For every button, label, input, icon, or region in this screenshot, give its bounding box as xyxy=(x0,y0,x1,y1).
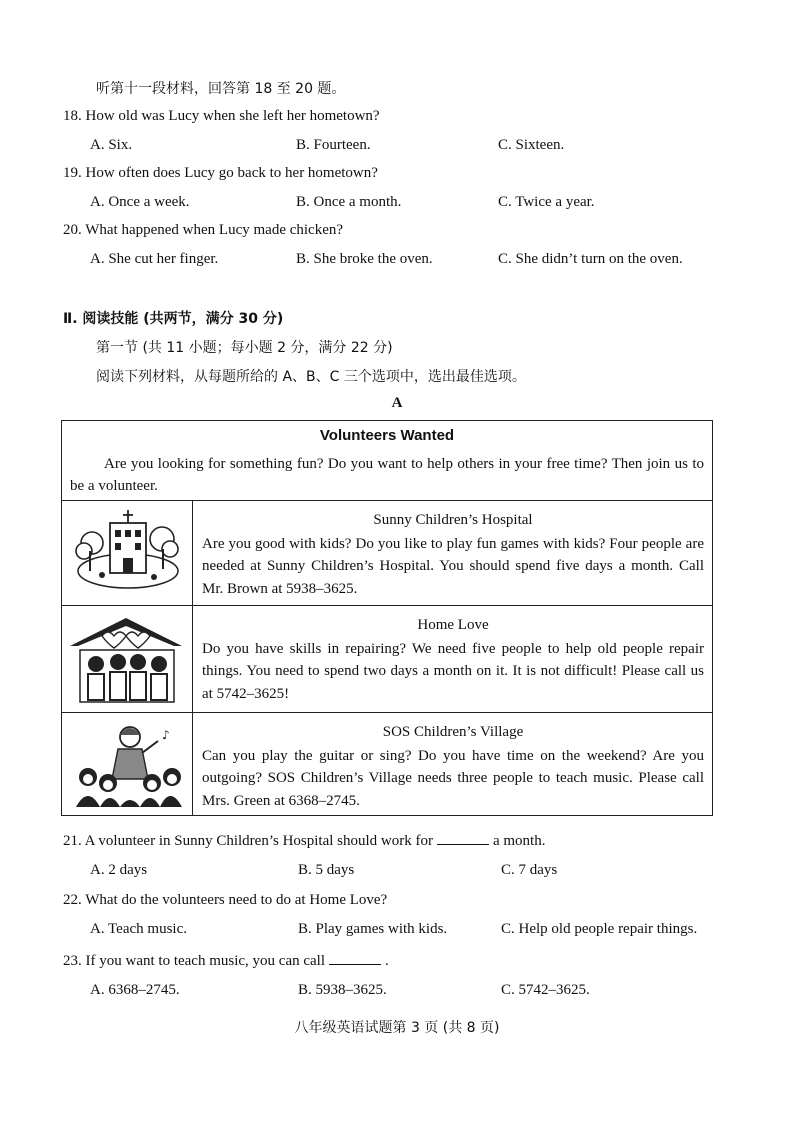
listening-instruction: 听第十一段材料，回答第 18 至 20 题。 xyxy=(96,81,346,97)
home-love-description: Do you have skills in repairing? We need five people to help old people repair things. You need to spend two days a month on it. It is not difficult! Please call us at 5742–3625! xyxy=(202,640,704,702)
answer-blank xyxy=(329,952,381,965)
ad-row-home-love xyxy=(62,606,712,713)
hospital-description: Are you good with kids? Do you like to play fun games with kids? Four people are needed at Sunny Children’s Hospital. You should spend five days a month. Call Mr. Brown at 5938–3625. xyxy=(202,535,704,597)
question-19-stem: 19. How often does Lucy go back to her hometown? xyxy=(63,165,378,181)
question-19-option-a: A. Once a week. xyxy=(90,194,190,210)
reading-instruction: 阅读下列材料，从每题所给的 A、B、C 三个选项中，选出最佳选项。 xyxy=(96,369,526,385)
question-23-option-b: B. 5938–3625. xyxy=(298,982,387,998)
hospital-text-cell xyxy=(202,509,704,600)
sos-village-name: SOS Children’s Village xyxy=(382,724,524,740)
part-title: 第一节 (共 11 小题；每小题 2 分，满分 22 分) xyxy=(96,340,393,356)
answer-blank xyxy=(437,832,489,845)
ad-row-sos-village xyxy=(62,713,712,815)
question-18-option-c: C. Sixteen. xyxy=(498,137,565,153)
question-18-option-a: A. Six. xyxy=(90,137,133,153)
home-love-illustration xyxy=(62,606,193,712)
question-21-stem-end: a month. xyxy=(492,833,546,849)
question-23-option-a: A. 6368–2745. xyxy=(90,982,180,998)
question-23-stem-end: . xyxy=(385,953,389,969)
question-21-option-c: C. 7 days xyxy=(501,862,558,878)
question-21-stem xyxy=(63,832,545,850)
question-20-option-c: C. She didn’t turn on the oven. xyxy=(498,251,683,267)
question-20-option-b: B. She broke the oven. xyxy=(296,251,433,267)
question-18-option-b: B. Fourteen. xyxy=(296,137,371,153)
question-21-option-b: B. 5 days xyxy=(298,862,355,878)
home-love-name: Home Love xyxy=(417,617,489,633)
question-23-option-c: C. 5742–3625. xyxy=(501,982,590,998)
svg-text:♪: ♪ xyxy=(162,728,170,742)
question-23-stem xyxy=(63,952,389,970)
volunteer-ad-table xyxy=(61,420,713,816)
question-21-stem-text: 21. A volunteer in Sunny Children’s Hospital should work for xyxy=(63,833,433,849)
question-22-option-c: C. Help old people repair things. xyxy=(501,921,698,937)
sos-village-illustration xyxy=(62,713,193,815)
question-22-option-a: A. Teach music. xyxy=(90,921,187,937)
ad-intro-cell xyxy=(62,421,712,501)
hospital-name: Sunny Children’s Hospital xyxy=(373,512,533,528)
question-20-option-a: A. She cut her finger. xyxy=(90,251,219,267)
question-18-stem: 18. How old was Lucy when she left her hometown? xyxy=(63,108,380,124)
question-19-option-b: B. Once a month. xyxy=(296,194,402,210)
passage-label: A xyxy=(391,395,403,411)
house-icon xyxy=(62,606,191,711)
question-20-stem: 20. What happened when Lucy made chicken? xyxy=(63,222,344,238)
question-19-option-c: C. Twice a year. xyxy=(498,194,595,210)
question-22-stem: 22. What do the volunteers need to do at Home Love? xyxy=(63,892,388,908)
question-21-option-a: A. 2 days xyxy=(90,862,148,878)
page-footer: 八年级英语试题第 3 页 (共 8 页) xyxy=(294,1020,500,1036)
ad-title: Volunteers Wanted xyxy=(319,427,455,444)
hospital-illustration xyxy=(62,501,193,605)
home-love-text-cell xyxy=(202,614,704,705)
sos-village-description: Can you play the guitar or sing? Do you have time on the weekend? Are you outgoing? SOS Children’s Village needs three people to teach music. Please call Mrs. Green at 6368–2745. xyxy=(202,747,704,809)
hospital-icon xyxy=(62,501,191,604)
ad-intro-text: Are you looking for something fun? Do you want to help others in your free time? Then join us to be a volunteer. xyxy=(70,456,704,494)
section-title: Ⅱ. 阅读技能 (共两节，满分 30 分) xyxy=(63,311,284,327)
question-22-option-b: B. Play games with kids. xyxy=(298,921,448,937)
question-23-stem-text: 23. If you want to teach music, you can call xyxy=(63,953,326,969)
sos-village-text-cell xyxy=(202,721,704,812)
music-teacher-icon xyxy=(62,713,191,813)
ad-row-hospital xyxy=(62,501,712,606)
